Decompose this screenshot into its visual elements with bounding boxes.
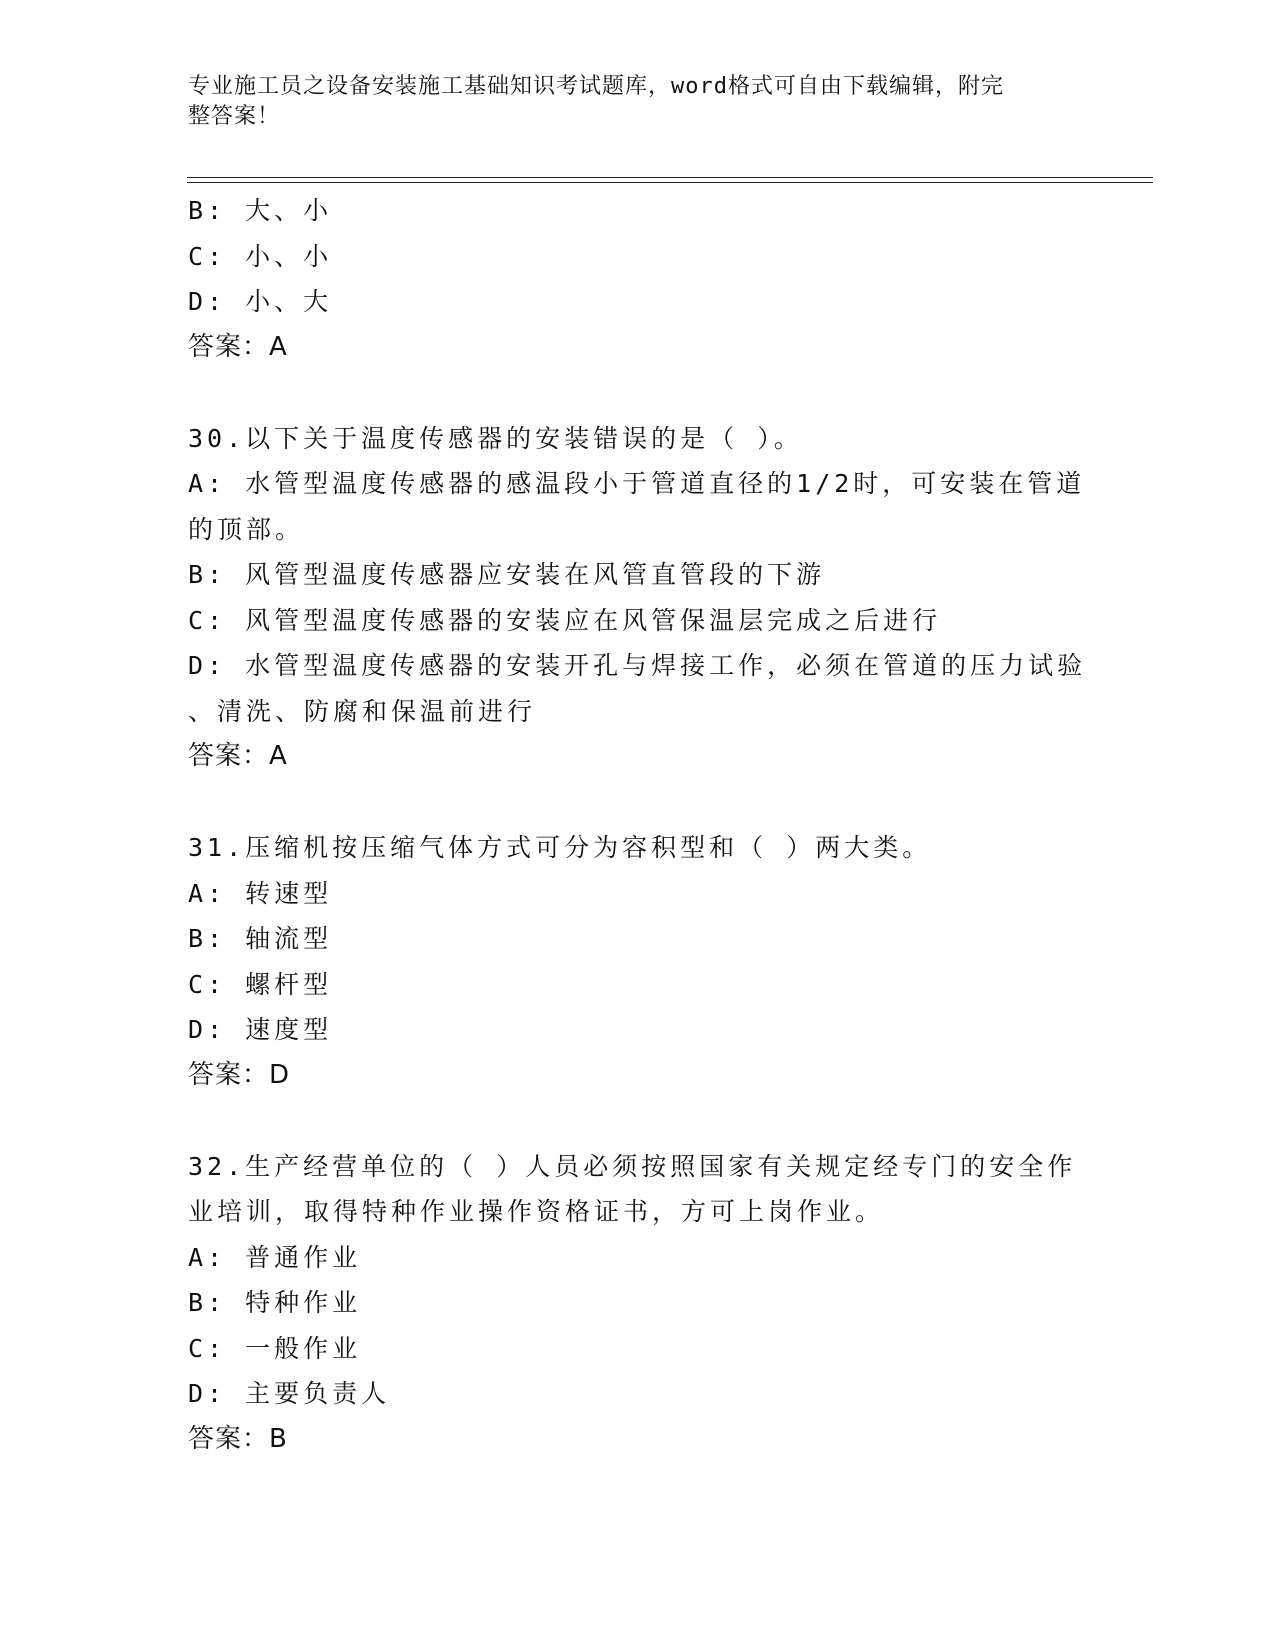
question-stem: 32.生产经营单位的（ ）人员必须按照国家有关规定经专门的安全作	[188, 1151, 1077, 1181]
header-line-2: 整答案！	[188, 104, 281, 129]
option-c: C: 螺杆型	[188, 969, 333, 999]
option-d: D: 速度型	[188, 1015, 333, 1044]
question-spacer	[188, 1098, 1088, 1144]
question-stem: 30.以下关于温度传感器的安装错误的是（ ）。	[188, 423, 803, 453]
option-d-continued: 、清洗、防腐和保温前进行	[188, 696, 537, 726]
option-b: B: 轴流型	[188, 924, 333, 953]
option-a-continued: 的顶部。	[188, 514, 305, 544]
question-spacer	[188, 780, 1088, 826]
option-c: C: 一般作业	[188, 1333, 362, 1363]
answer-line: 答案：D	[188, 1059, 291, 1090]
option-a: A: 水管型温度传感器的感温段小于管道直径的1/2时，可安装在管道	[188, 469, 1086, 498]
question-content	[188, 188, 1088, 1462]
answer-line: 答案：B	[188, 1423, 288, 1454]
option-c: C: 风管型温度传感器的安装应在风管保温层完成之后进行	[188, 605, 942, 635]
option-d: D: 小、大	[188, 287, 333, 316]
header-line-1: 专业施工员之设备安装施工基础知识考试题库，word格式可自由下载编辑，附完	[188, 74, 1004, 99]
header-divider-bottom	[187, 182, 1153, 183]
question-stem: 31.压缩机按压缩气体方式可分为容积型和（ ）两大类。	[188, 833, 932, 862]
option-b: B: 大、小	[188, 196, 333, 225]
option-a: A: 普通作业	[188, 1242, 362, 1272]
question-stem-continued: 业培训，取得特种作业操作资格证书，方可上岗作业。	[188, 1197, 885, 1226]
header-divider-top	[187, 177, 1153, 178]
page-header	[188, 72, 1088, 132]
option-d: D: 主要负责人	[188, 1379, 391, 1408]
question-30	[188, 416, 1088, 780]
question-29-tail	[188, 188, 1088, 370]
option-b: B: 风管型温度传感器应安装在风管直管段的下游	[188, 560, 826, 589]
option-c: C: 小、小	[188, 241, 333, 271]
question-32	[188, 1144, 1088, 1463]
answer-line: 答案：A	[188, 331, 288, 362]
question-spacer	[188, 370, 1088, 416]
option-d: D: 水管型温度传感器的安装开孔与焊接工作，必须在管道的压力试验	[188, 651, 1087, 680]
option-a: A: 转速型	[188, 878, 333, 908]
option-b: B: 特种作业	[188, 1288, 362, 1317]
question-31	[188, 825, 1088, 1098]
answer-line: 答案：A	[188, 741, 288, 771]
